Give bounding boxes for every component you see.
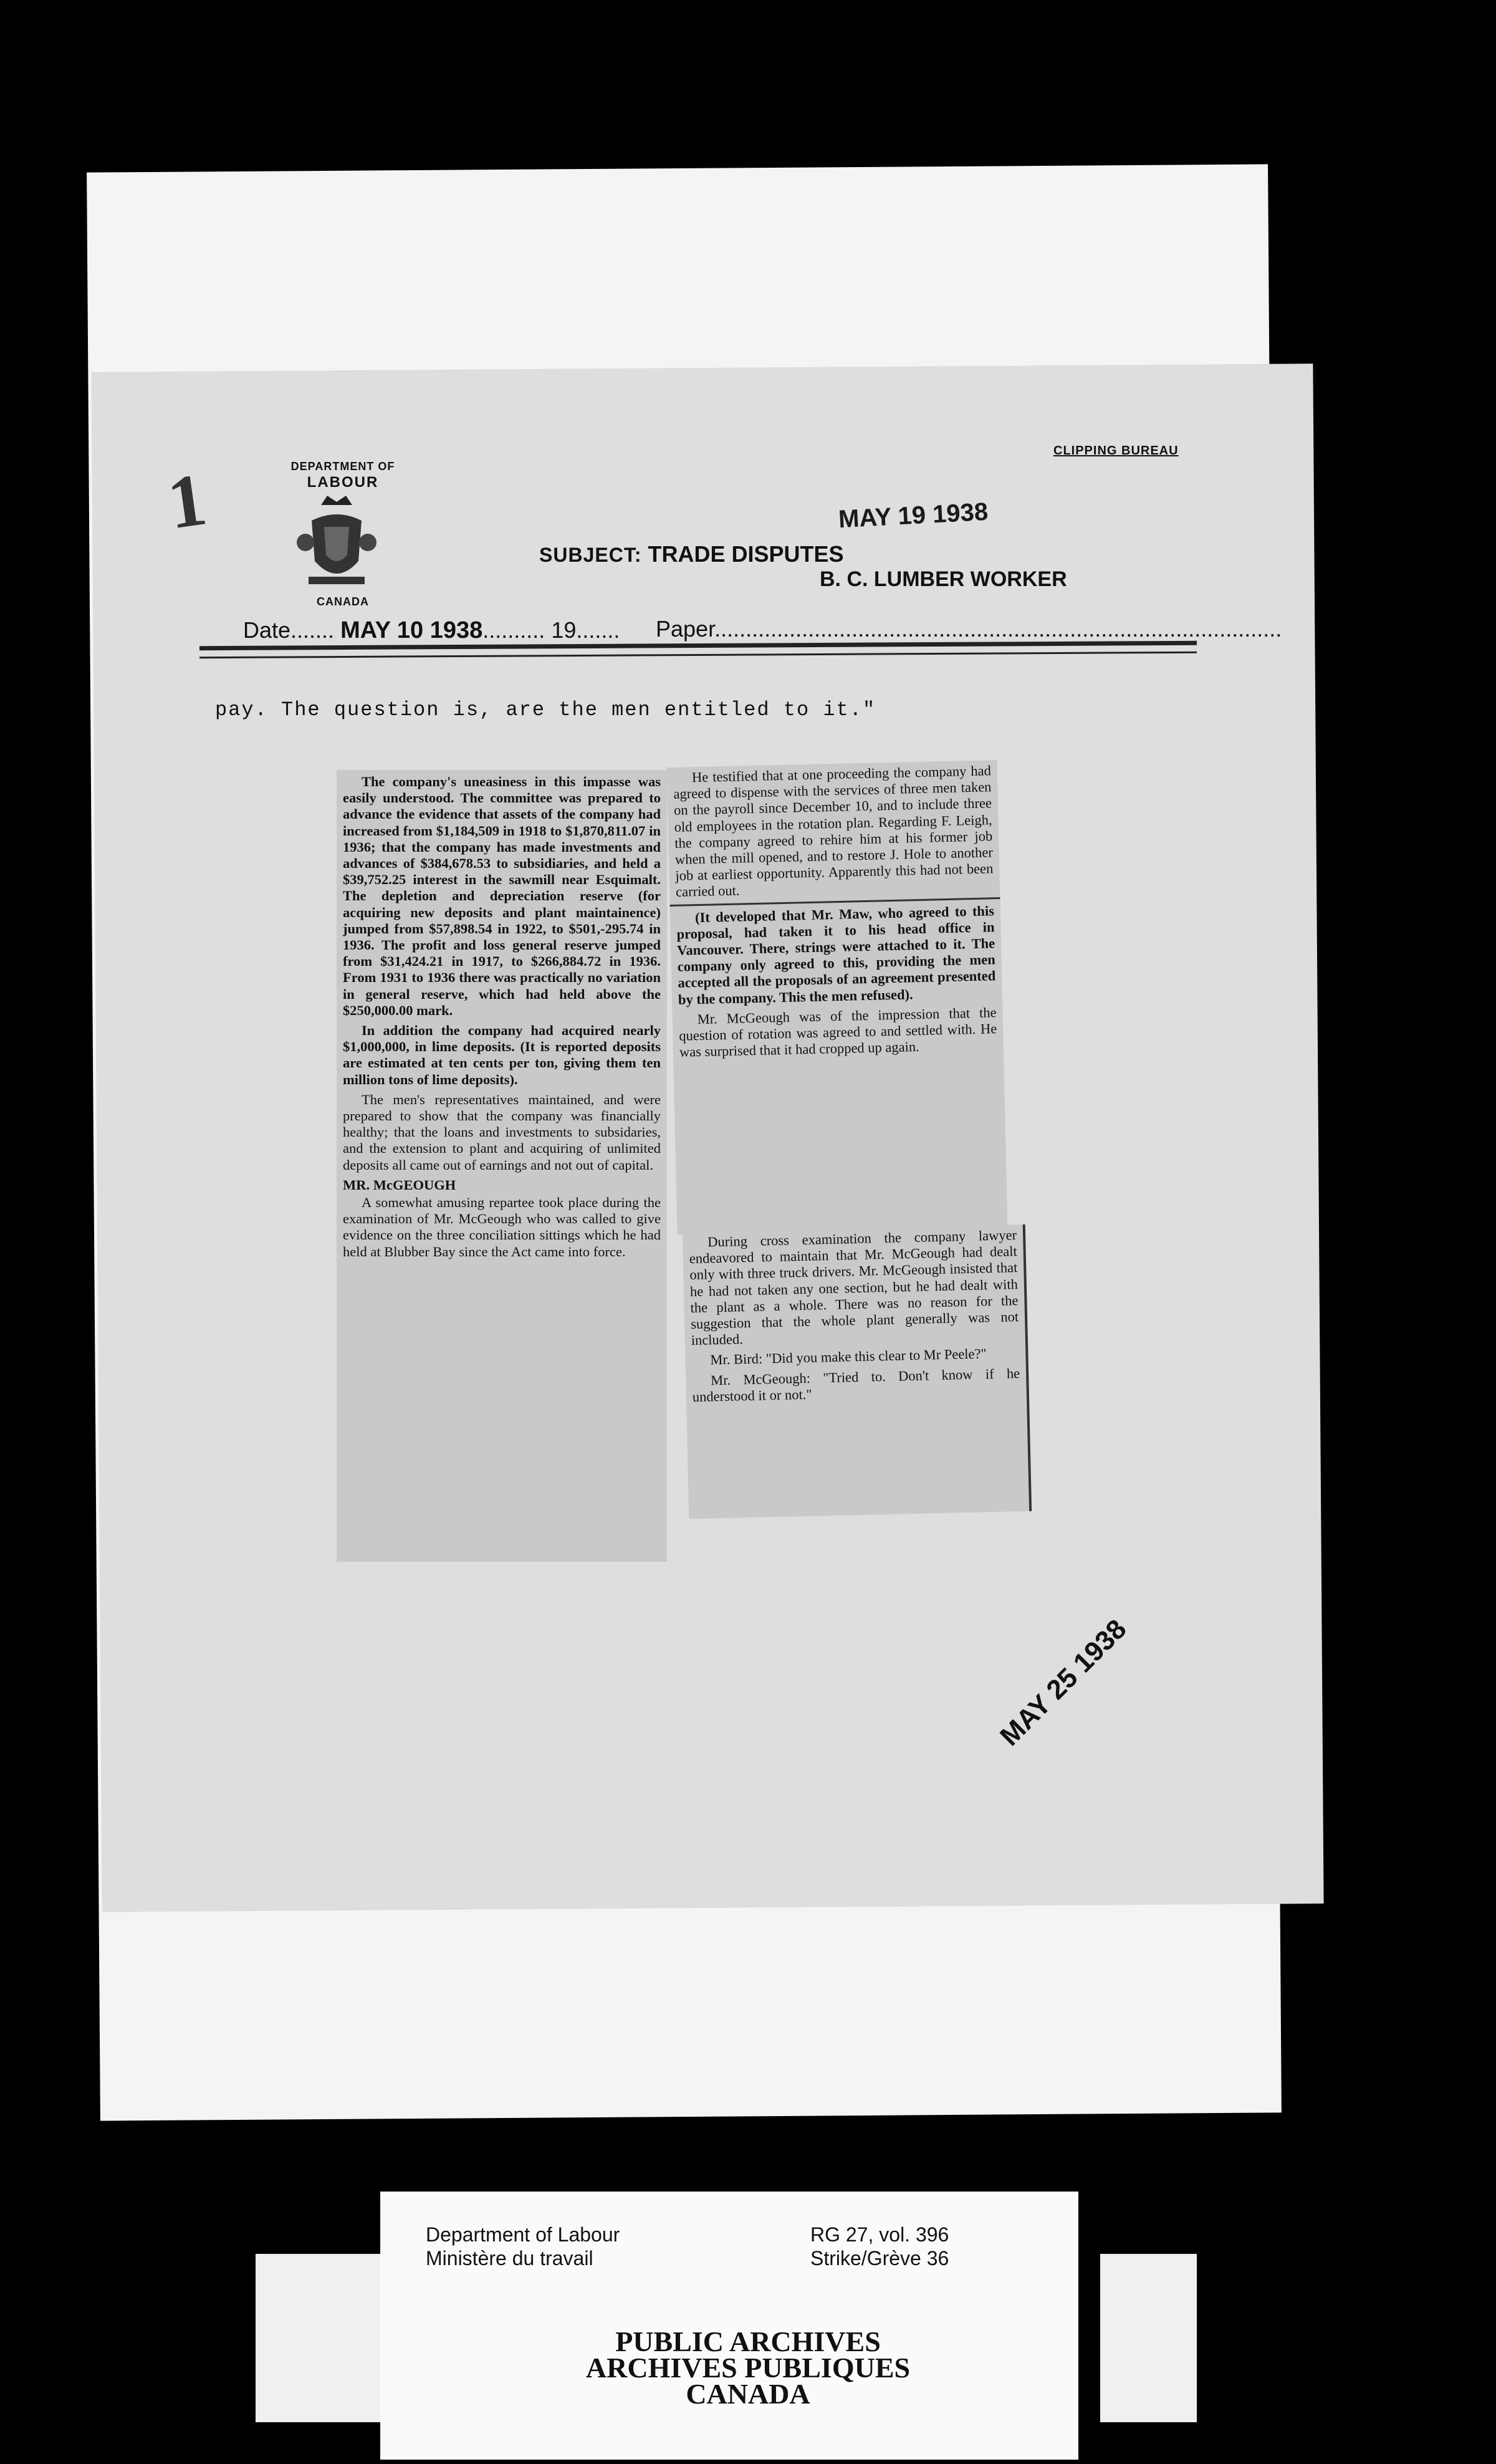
archive-ref-volume: RG 27, vol. 396 xyxy=(810,2223,949,2246)
date-label: Date xyxy=(243,617,291,643)
paper-label: Paper xyxy=(656,616,715,642)
public-archives-label xyxy=(511,2326,985,2410)
dept-line-1: DEPARTMENT OF xyxy=(290,460,395,473)
received-date-stamp: MAY 19 1938 xyxy=(837,498,989,534)
archive-ref-strike: Strike/Grève 36 xyxy=(810,2247,949,2269)
col1-para-2: In addition the company had acquired nearly $1,000,000, in lime deposits. (It is reported deposits are estimated at ten cents per ton, giving them ten million tons of lime deposits). xyxy=(343,1023,661,1087)
col2-para-3: Mr. McGeough was of the impression that the question of rotation was agreed to and settled with. He was surprised that it had cropped up again. xyxy=(679,1004,997,1061)
clipping-column-1 xyxy=(337,770,667,1562)
date-value: MAY 10 1938 xyxy=(340,617,483,643)
clipping-column-3 xyxy=(683,1225,1032,1519)
subject-line xyxy=(539,541,844,567)
handwritten-mark: 1 xyxy=(162,457,211,545)
archive-label-tab-right xyxy=(1100,2254,1197,2422)
archives-line-2: ARCHIVES PUBLIQUES xyxy=(585,2352,911,2384)
col2-para-2: (It developed that Mr. Maw, who agreed to this proposal, had taken it to his head office in Vancouver. There, strings were attached to it. The company only agreed to this, providing the men accepted all the proposals of an agreement presented by the company. This the men refused). xyxy=(676,902,996,1008)
subject-subline: B. C. LUMBER WORKER xyxy=(820,567,1067,591)
archives-line-3: CANADA xyxy=(686,2378,810,2410)
clipping-bureau-label: CLIPPING BUREAU xyxy=(1053,444,1179,458)
archive-dept xyxy=(426,2223,620,2270)
col1-heading: MR. McGEOUGH xyxy=(343,1177,456,1193)
intro-line: pay. The question is, are the men entitled to it." xyxy=(215,698,876,721)
archive-dept-en: Department of Labour xyxy=(426,2223,620,2246)
dept-line-3: CANADA xyxy=(317,595,369,608)
col3-para-2: Mr. Bird: "Did you make this clear to Mr Peele?" xyxy=(710,1345,987,1368)
subject-label: SUBJECT: xyxy=(539,544,642,566)
archive-label-tab-left xyxy=(256,2254,380,2422)
subject-value: TRADE DISPUTES xyxy=(648,541,844,567)
archive-reference xyxy=(810,2223,949,2270)
col1-para-4: A somewhat amusing repartee took place during the examination of Mr. McGeough who was called to give evidence on the three conciliation sittings which he had held at Blubber Bay since the Act came into force. xyxy=(343,1195,661,1259)
archives-line-1: PUBLIC ARCHIVES xyxy=(615,2326,881,2357)
archive-dept-fr: Ministère du travail xyxy=(426,2247,593,2269)
col2-para-1: He testified that at one proceeding the company had agreed to dispense with the services of three men taken on the payroll since December 10, and to include three old employees in the rotation plan. Regarding F. Leigh, the company agreed to rehire him at his former job when the mill opened, and to restore J. Hole to another job at earliest opportunity. Apparently this had not been carried out. xyxy=(673,763,994,900)
filed-date-stamp: MAY 25 1938 xyxy=(994,1614,1133,1752)
date-year-prefix: 19 xyxy=(551,617,577,643)
clipping-column-2 xyxy=(667,760,1008,1235)
paper-field: Paper........................................................................................... xyxy=(656,616,1282,642)
date-row: Date....... MAY 10 1938.......... 19....... xyxy=(243,617,620,643)
col1-para-1: The company's uneasiness in this impasse was easily understood. The committee was prepared to advance the evidence that assets of the company had increased from $1,184,509 in 1918 to $1,870,811.07 in 1936; that the company has made investments and advances of $384,678.53 to subsidiaries, and held a $39,752.25 interest in the sawmill near Esquimalt. The depletion and depreciation reserve (for acquiring new deposits and plant maintainence) jumped from $57,898.54 in 1922, to $501,-295.74 in 1936. The profit and loss general reserve jumped from $31,424.21 in 1917, to $266,884.72 in 1936. From 1931 to 1936 there was practically no variation in general reserve, which had held above the $250,000.00 mark. xyxy=(343,774,661,1018)
coat-of-arms-icon xyxy=(296,493,377,592)
col3-para-3: Mr. McGeough: "Tried to. Don't know if he understood it or not." xyxy=(692,1365,1020,1405)
dept-line-2: LABOUR xyxy=(307,474,379,491)
col1-para-3: The men's representatives maintained, and were prepared to show that the company was financially healthy; that the loans and investments to subsidaries, and the extension to plant and acquiring of unlimited deposits all came out of earnings and not out of capital. xyxy=(343,1091,661,1173)
col3-para-1: During cross examination the company lawyer endeavored to maintain that Mr. McGeough had dealt only with three truck drivers. Mr. McGeough insisted that he had not taken any one section, but he had dealt with the plant as a whole. There was no reason for the suggestion that the whole plant generally was not included. xyxy=(689,1227,1019,1349)
